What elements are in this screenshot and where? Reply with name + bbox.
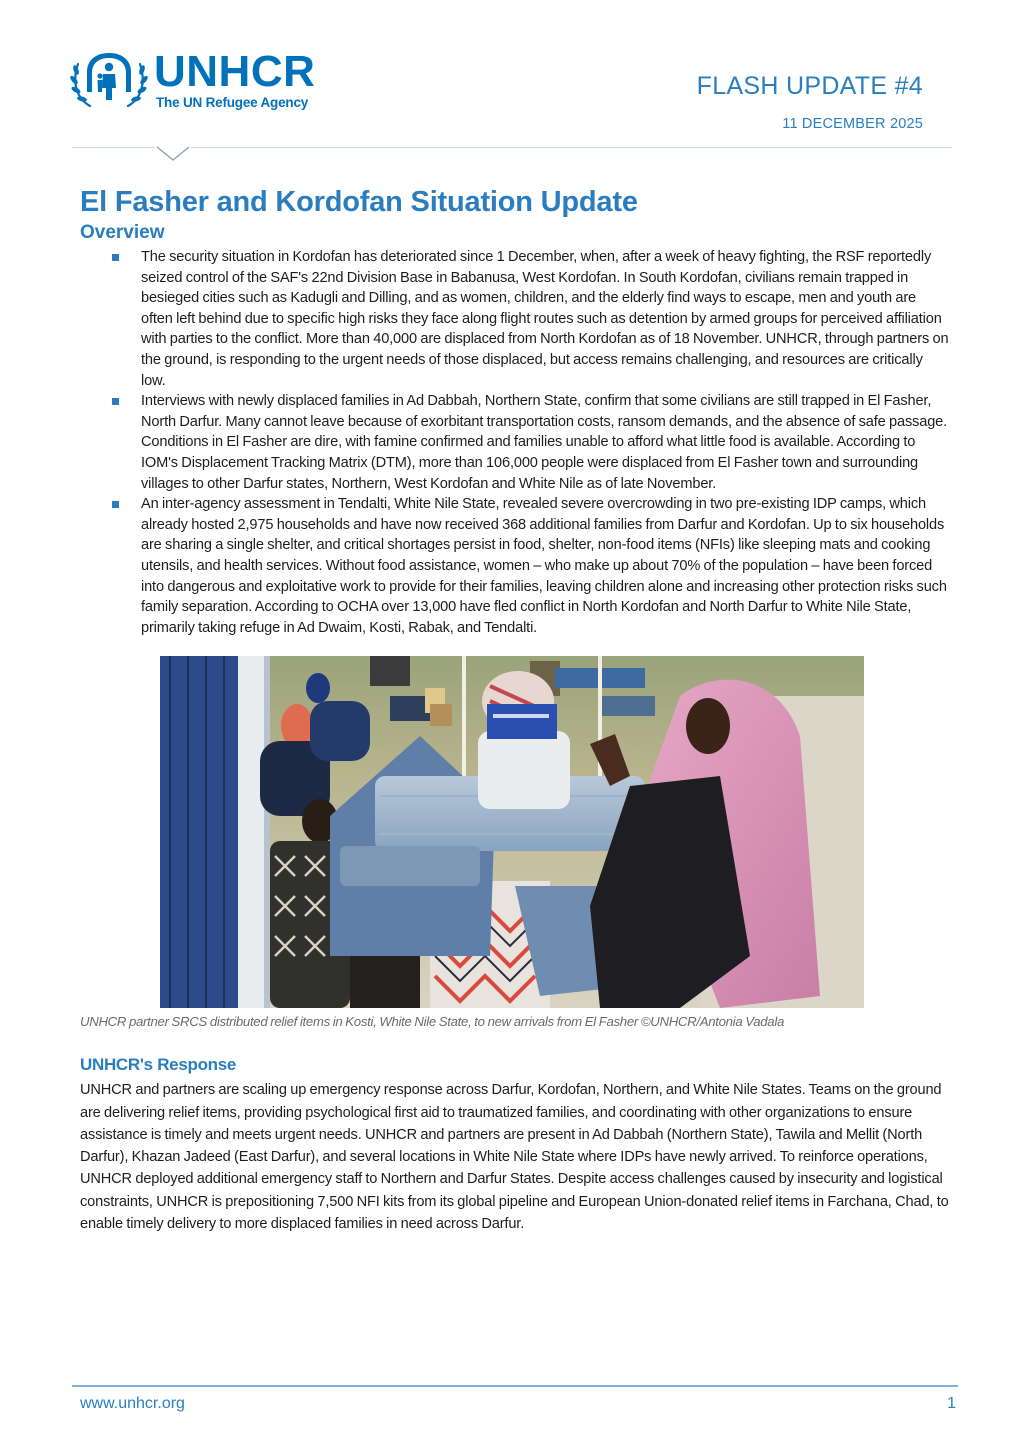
page-number: 1 bbox=[947, 1395, 956, 1412]
bullet-text: The security situation in Kordofan has deteriorated since 1 December, when, after a week of heavy fighting, the RSF reportedly seized control of the SAF's 22nd Division Base in Babanusa, West Kordofan. In South Kordofan, civilians remain trapped in besieged cities such as Kadugli and Dilling, and as women, children, and the elderly find ways to escape, men and youth are often left behind due to specific high risks they face along flight routes such as detention by armed groups for perceived affiliation with parties to the conflict. More than 40,000 are displaced from North Kordofan as of 18 November. UNHCR, through partners on the ground, is responding to the urgent needs of those displaced, but access remains challenging, and resources are critically low. bbox=[141, 249, 949, 389]
header-divider bbox=[72, 147, 952, 148]
logo-wordmark: UNHCR bbox=[154, 46, 316, 96]
response-paragraph: UNHCR and partners are scaling up emergency response across Darfur, Kordofan, Northern, and White Nile States. Teams on the ground are delivering relief items, providing psychological first aid to traumatized families, and coordinating with other organizations to ensure assistance is timely and meets urgent needs. UNHCR and partners are present in Ad Dabbah (Northern State), Tawila and Mellit (North Darfur), Khazan Jadeed (East Darfur), and several locations in White Nile State where IDPs have newly arrived. To reinforce operations, UNHCR deployed additional emergency staff to Northern and Darfur States. Despite access challenges caused by insecurity and logistical constraints, UNHCR is prepositioning 7,500 NFI kits from its global pipeline and European Union-donated relief items in Farchana, Chad, to enable timely delivery to more displaced families in need across Darfur. bbox=[80, 1082, 949, 1233]
page-title: El Fasher and Kordofan Situation Update bbox=[80, 186, 638, 218]
unhcr-emblem-icon bbox=[70, 48, 148, 112]
overview-bullet bbox=[80, 391, 950, 494]
page-header bbox=[0, 0, 1024, 165]
unhcr-logo bbox=[70, 48, 315, 112]
photo-caption: UNHCR partner SRCS distributed relief items in Kosti, White Nile State, to new arrivals from El Fasher ©UNHCR/Antonia Vadala bbox=[80, 1014, 784, 1030]
photo-image bbox=[160, 656, 864, 1008]
overview-bullet-list bbox=[80, 247, 950, 638]
overview-heading: Overview bbox=[80, 222, 165, 243]
publication-date: 11 DECEMBER 2025 bbox=[782, 116, 923, 132]
footer-website-link[interactable]: www.unhcr.org bbox=[80, 1395, 185, 1412]
square-bullet-icon bbox=[112, 398, 119, 405]
relief-distribution-photo bbox=[160, 656, 864, 1008]
flash-update-title: FLASH UPDATE #4 bbox=[696, 72, 923, 100]
footer-divider bbox=[72, 1385, 958, 1387]
bullet-text: An inter-agency assessment in Tendalti, White Nile State, revealed severe overcrowding in two pre-existing IDP camps, which already hosted 2,975 households and have now received 368 additional families from Darfur and Kordofan. Up to six households are sharing a single shelter, and critical shortages persist in food, shelter, non-food items (NFIs) like sleeping mats and cooking utensils, and health services. Without food assistance, women – who make up about 70% of the population – have been forced into dangerous and exploitative work to provide for their families, leaving children alone and increasing other protection risks such family separation. According to OCHA over 13,000 have fled conflict in North Kordofan and North Darfur to White Nile State, primarily taking refuge in Ad Dwaim, Kosti, Rabak, and Tendalti. bbox=[141, 496, 947, 636]
chevron-down-icon bbox=[155, 145, 191, 163]
square-bullet-icon bbox=[112, 254, 119, 261]
logo-tagline: The UN Refugee Agency bbox=[156, 94, 309, 110]
overview-bullet bbox=[80, 247, 950, 391]
bullet-text: Interviews with newly displaced families in Ad Dabbah, Northern State, confirm that some civilians are still trapped in El Fasher, North Darfur. Many cannot leave because of exorbitant transportation costs, ransom demands, and the absence of safe passage. Conditions in El Fasher are dire, with famine confirmed and families unable to afford what little food is available. According to IOM's Displacement Tracking Matrix (DTM), more than 106,000 people were displaced from El Fasher town and surrounding villages to other Darfur states, Northern, West Kordofan and White Nile as of late November. bbox=[141, 393, 948, 492]
main-content bbox=[80, 183, 950, 1235]
response-heading: UNHCR's Response bbox=[80, 1055, 237, 1075]
square-bullet-icon bbox=[112, 501, 119, 508]
overview-bullet bbox=[80, 494, 950, 638]
